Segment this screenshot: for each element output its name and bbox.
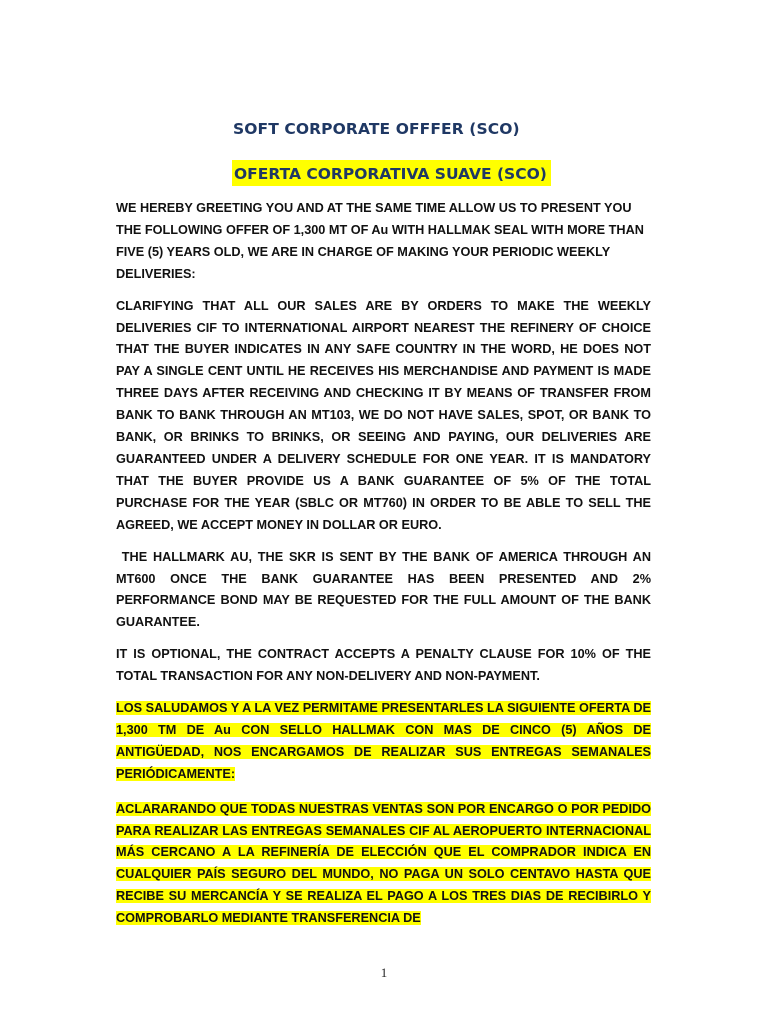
paragraph-terms-es-text: ACLARARANDO QUE TODAS NUESTRAS VENTAS SON POR ENCARGO O POR PEDIDO PARA REALIZAR LAS ENTREGAS SEMANALES CIF AL AEROPUERTO INTERNACIONAL MÁS CERCANO A LA REFINERÍA DE ELECCIÓN QUE EL COMPRADOR INDICA EN CUALQUIER PAÍS SEGURO DEL MUNDO, NO PAGA UN SOLO CENTAVO HASTA QUE RECIBE SU MERCANCÍA Y SE REALIZA EL PAGO A LOS TRES DIAS DE RECIBIRLO Y COMPROBARLO MEDIANTE TRANSFERENCIA DE: [116, 801, 651, 926]
document-body: [116, 198, 655, 943]
paragraph-hallmark-en: THE HALLMARK AU, THE SKR IS SENT BY THE BANK OF AMERICA THROUGH AN MT600 ONCE THE BANK GUARANTEE HAS BEEN PRESENTED AND 2% PERFORMANCE BOND MAY BE REQUESTED FOR THE FULL AMOUNT OF THE BANK GUARANTEE.: [116, 549, 655, 630]
page-number: 1: [380, 965, 388, 980]
document-title-spanish-wrapper: [232, 160, 551, 186]
document-title-english: SOFT CORPORATE OFFFER (SCO): [233, 120, 520, 138]
document-title-spanish: OFERTA CORPORATIVA SUAVE (SCO): [232, 160, 551, 186]
paragraph-greeting-es: [116, 698, 651, 786]
paragraph-terms-es: [116, 799, 651, 930]
paragraph-penalty-en: IT IS OPTIONAL, THE CONTRACT ACCEPTS A PENALTY CLAUSE FOR 10% OF THE TOTAL TRANSACTION FOR ANY NON-DELIVERY AND NON-PAYMENT.: [116, 647, 651, 684]
paragraph-terms-en: CLARIFYING THAT ALL OUR SALES ARE BY ORDERS TO MAKE THE WEEKLY DELIVERIES CIF TO INTERNATIONAL AIRPORT NEAREST THE REFINERY OF CHOICE THAT THE BUYER INDICATES IN ANY SAFE COUNTRY IN THE WORD, HE DOES NOT PAY A SINGLE CENT UNTIL HE RECEIVES HIS MERCHANDISE AND PAYMENT IS MADE THREE DAYS AFTER RECEIVING AND CHECKING IT BY MEANS OF TRANSFER FROM BANK TO BANK THROUGH AN MT103, WE DO NOT HAVE SALES, SPOT, OR BANK TO BANK, OR BRINKS TO BRINKS, OR SEEING AND PAYING, OUR DELIVERIES ARE GUARANTEED UNDER A DELIVERY SCHEDULE FOR ONE YEAR. IT IS MANDATORY THAT THE BUYER PROVIDE US A BANK GUARANTEE OF 5% OF THE TOTAL PURCHASE FOR THE YEAR (SBLC OR MT760) IN ORDER TO BE ABLE TO SELL THE AGREED, WE ACCEPT MONEY IN DOLLAR OR EURO.: [116, 298, 651, 532]
paragraph-greeting-es-text: LOS SALUDAMOS Y A LA VEZ PERMITAME PRESENTARLES LA SIGUIENTE OFERTA DE 1,300 TM DE Au CON SELLO HALLMAK CON MAS DE CINCO (5) AÑOS DE ANTIGÜEDAD, NOS ENCARGAMOS DE REALIZAR SUS ENTREGAS SEMANALES PERIÓDICAMENTE:: [116, 701, 651, 781]
paragraph-greeting-en: WE HEREBY GREETING YOU AND AT THE SAME TIME ALLOW US TO PRESENT YOU THE FOLLOWING OFFER OF 1,300 MT OF Au WITH HALLMAK SEAL WITH MORE THAN FIVE (5) YEARS OLD, WE ARE IN CHARGE OF MAKING YOUR PERIODIC WEEKLY DELIVERIES:: [116, 201, 644, 281]
